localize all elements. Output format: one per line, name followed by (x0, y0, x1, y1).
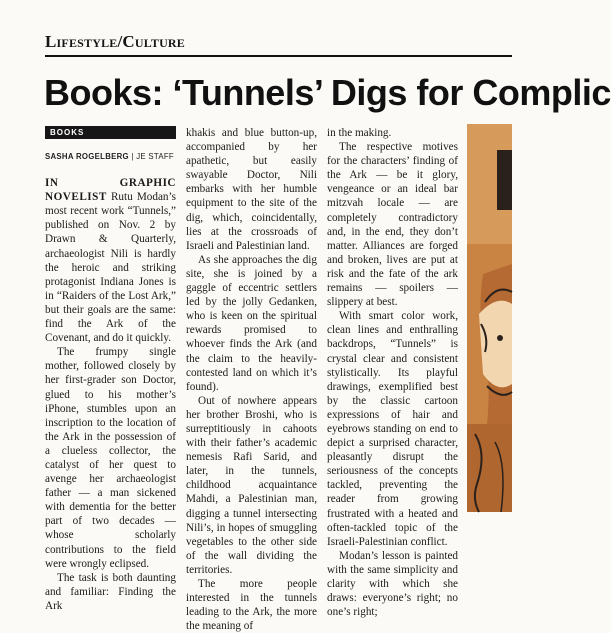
paragraph: With smart color work, clean lines and enthralling backdrops, “Tunnels” is crystal clear and consistent stylistically. Its playful drawings, exemplified best by the classic cartoon expressions of hair and eyebrows standing on end to depict a surprised character, pleasantly disrupt the seriousness of the concepts tackled, preventing the reader from growing frustrated with a heated and often-tackled topic of the Israeli-Palestinian conflict. (327, 310, 458, 548)
paragraph: The frumpy single mother, followed closely by her first-grader son Doctor, glued to his mother’s iPhone, stumbles upon an inscription to the location of the Ark in the possession of a clueless collector, the catalyst of her quest to avenge her archaeologist father — a man sickened with dementia for the better part of two decades — whose scholarly contributions to the field were wrongly eclipsed. (45, 346, 176, 570)
byline-affiliation: JE STAFF (136, 152, 174, 161)
paragraph: khakis and blue button-up, accompanied by her apathetic, but easily swayable Doctor, Nili embarks with her humble equipment to the site of the dig, which, coincidentally, lies at the crossroads of Israeli and Palestinian land. (186, 127, 317, 252)
paragraph: Out of nowhere appears her brother Broshi, who is surreptitiously in cahoots with their father’s academic nemesis Rafi Sarid, and later, in the tunnels, childhood acquaintance Mahdi, a Palestinian man, digging a tunnel intersecting Nili’s, in hopes of smuggling vegetables to the other side of the wall dividing the territories. (186, 394, 317, 576)
cover-art (467, 124, 512, 512)
byline (45, 150, 176, 164)
paragraph: The more people interested in the tunnels leading to the Ark, the more the meaning of (186, 578, 317, 633)
section-label: Lifestyle/Culture (45, 32, 186, 51)
lead-paragraph (45, 176, 176, 345)
paragraph: The respective motives for the characters’ finding of the Ark — be it glory, vengeance or an ideal bar mitzvah locale — are completely contradictory and, in the end, they don’t matter. Alliances are forged and broken, lives are put at risk and the fate of the ark remains — spoilers — slippery at best. (327, 141, 458, 309)
byline-author: SASHA ROGELBERG (45, 152, 129, 161)
article-column-3 (327, 126, 458, 619)
lead-paragraph-block (45, 176, 176, 613)
section-rule (45, 55, 512, 57)
byline-separator: | (131, 152, 137, 161)
paragraph: Modan’s lesson is painted with the same simplicity and clarity with which she draws: everyone’s right; no one’s right; (327, 549, 458, 619)
article-column-1 (45, 126, 176, 613)
paragraph: The task is both daunting and familiar: Finding the Ark (45, 571, 176, 612)
lead-caps: IN GRAPHIC NOVELIST (45, 177, 176, 204)
category-label: BOOKS (45, 126, 176, 139)
lead-text: Rutu Modan’s most recent work “Tunnels,” published on Nov. 2 by Drawn & Quarterly, archaeologist Nili is hardly the heroic and striking protagonist Indiana Jones is in “Raiders of the Lost Ark,” but their goals are the same: find the Ark of the Covenant, and do it quickly. (45, 191, 176, 345)
article-headline: Books: ‘Tunnels’ Digs for Complic (44, 72, 611, 113)
book-cover-illustration (467, 124, 512, 512)
paragraph: in the making. (327, 127, 392, 139)
section-header (0, 28, 512, 58)
article-column-2 (186, 126, 317, 633)
paragraph: As she approaches the dig site, she is joined by a gaggle of eccentric settlers led by the jolly Gedanken, who is keen on the spiritual rewards promised to whoever finds the Ark (and the claim to the heavily-contested land on which it’s found). (186, 253, 317, 393)
